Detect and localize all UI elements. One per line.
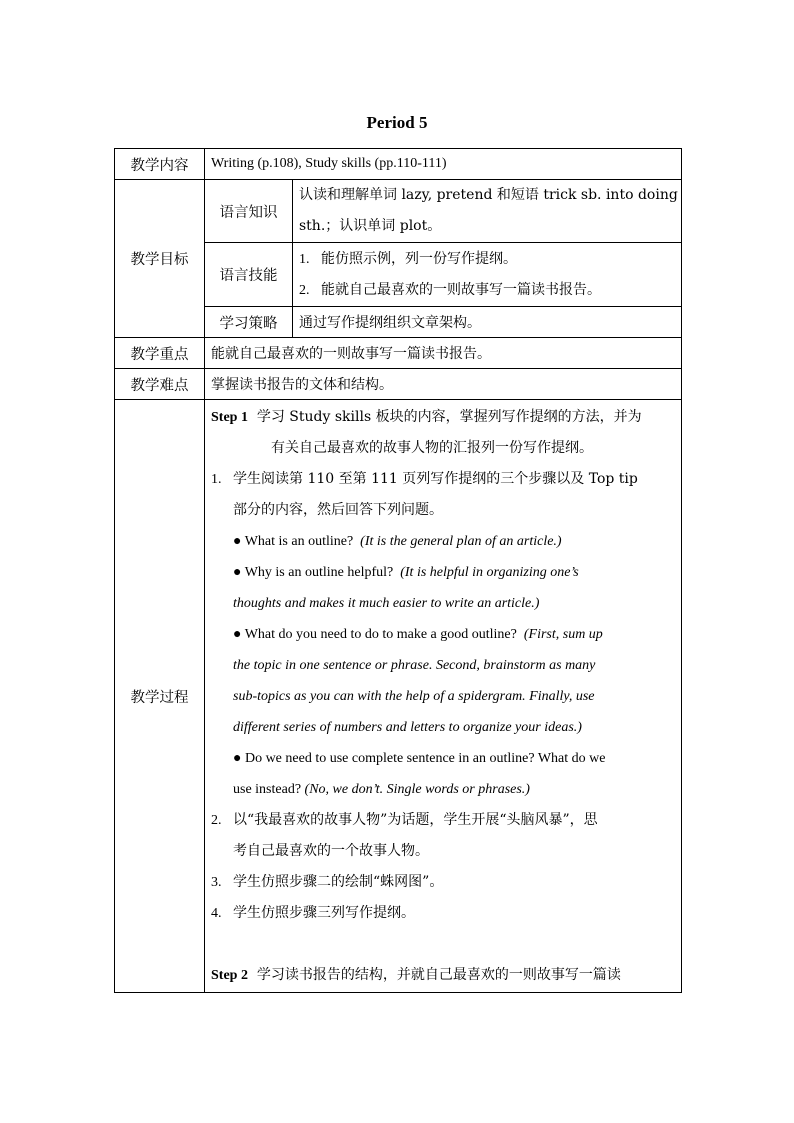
- process-label: 教学过程: [115, 400, 205, 993]
- skills-item-1: 1. 能仿照示例，列一份写作提纲。: [299, 250, 517, 267]
- answer-3-cont-3: different series of numbers and letters to organize your ideas.): [233, 720, 582, 735]
- knowledge-line-2: sth.；认识单词 plot。: [299, 218, 442, 234]
- content-value: Writing (p.108), Study skills (pp.110-111): [205, 149, 682, 180]
- knowledge-value: [293, 180, 682, 243]
- answer-2-cont: thoughts and makes it much easier to write an article.): [233, 596, 540, 611]
- process-item-3: 3. 学生仿照步骤二的绘制“蛛网图”。: [211, 874, 444, 890]
- question-4: ● Do we need to use complete sentence in an outline? What do we: [233, 751, 606, 766]
- focus-label: 教学重点: [115, 338, 205, 369]
- difficulty-row: [115, 369, 682, 400]
- answer-3-cont-1: the topic in one sentence or phrase. Second, brainstorm as many: [233, 658, 596, 673]
- process-row: [115, 400, 682, 993]
- focus-row: [115, 338, 682, 369]
- difficulty-label: 教学难点: [115, 369, 205, 400]
- blank-line: [211, 929, 675, 960]
- process-item-1-line-2: 部分的内容，然后回答下列问题。: [233, 502, 443, 518]
- question-4-cont: use instead? (No, we don’t. Single words or phrases.): [233, 782, 530, 797]
- strategy-label: 学习策略: [205, 307, 293, 338]
- lesson-plan-table: [114, 148, 682, 993]
- knowledge-line-1: 认读和理解单词 lazy, pretend 和短语 trick sb. into doing: [299, 187, 678, 203]
- answer-3-cont-2: sub-topics as you can with the help of a spidergram. Finally, use: [233, 689, 595, 704]
- skills-item-2: 2. 能就自己最喜欢的一则故事写一篇读书报告。: [299, 281, 601, 298]
- knowledge-label: 语言知识: [205, 180, 293, 243]
- focus-value: 能就自己最喜欢的一则故事写一篇读书报告。: [205, 338, 682, 369]
- objectives-label: 教学目标: [115, 180, 205, 338]
- process-value: [205, 400, 682, 993]
- process-item-2-line-2: 考自己最喜欢的一个故事人物。: [233, 843, 429, 859]
- content-row: [115, 149, 682, 180]
- process-item-1-line-1: 1. 学生阅读第 110 至第 111 页列写作提纲的三个步骤以及 Top tip: [211, 471, 638, 487]
- step2-line-1: Step 2 学习读书报告的结构，并就自己最喜欢的一则故事写一篇读: [211, 967, 621, 983]
- process-item-4: 4. 学生仿照步骤三列写作提纲。: [211, 905, 415, 921]
- content-label: 教学内容: [115, 149, 205, 180]
- question-3: ● What do you need to do to make a good outline? (First, sum up: [233, 627, 603, 642]
- question-2: ● Why is an outline helpful? (It is helpful in organizing one’s: [233, 565, 579, 580]
- objective-knowledge-row: [115, 180, 682, 243]
- strategy-value: 通过写作提纲组织文章架构。: [293, 307, 682, 338]
- step1-line-1: Step 1 学习 Study skills 板块的内容，掌握列写作提纲的方法，并为: [211, 409, 642, 425]
- difficulty-value: 掌握读书报告的文体和结构。: [205, 369, 682, 400]
- page-title: Period 5: [366, 113, 428, 132]
- process-item-2-line-1: 2. 以“我最喜欢的故事人物”为话题，学生开展“头脑风暴”，思: [211, 812, 598, 828]
- skills-label: 语言技能: [205, 243, 293, 307]
- question-1: ● What is an outline? (It is the general plan of an article.): [233, 534, 562, 549]
- skills-value: [293, 243, 682, 307]
- step1-line-2: 有关自己最喜欢的故事人物的汇报列一份写作提纲。: [271, 440, 593, 456]
